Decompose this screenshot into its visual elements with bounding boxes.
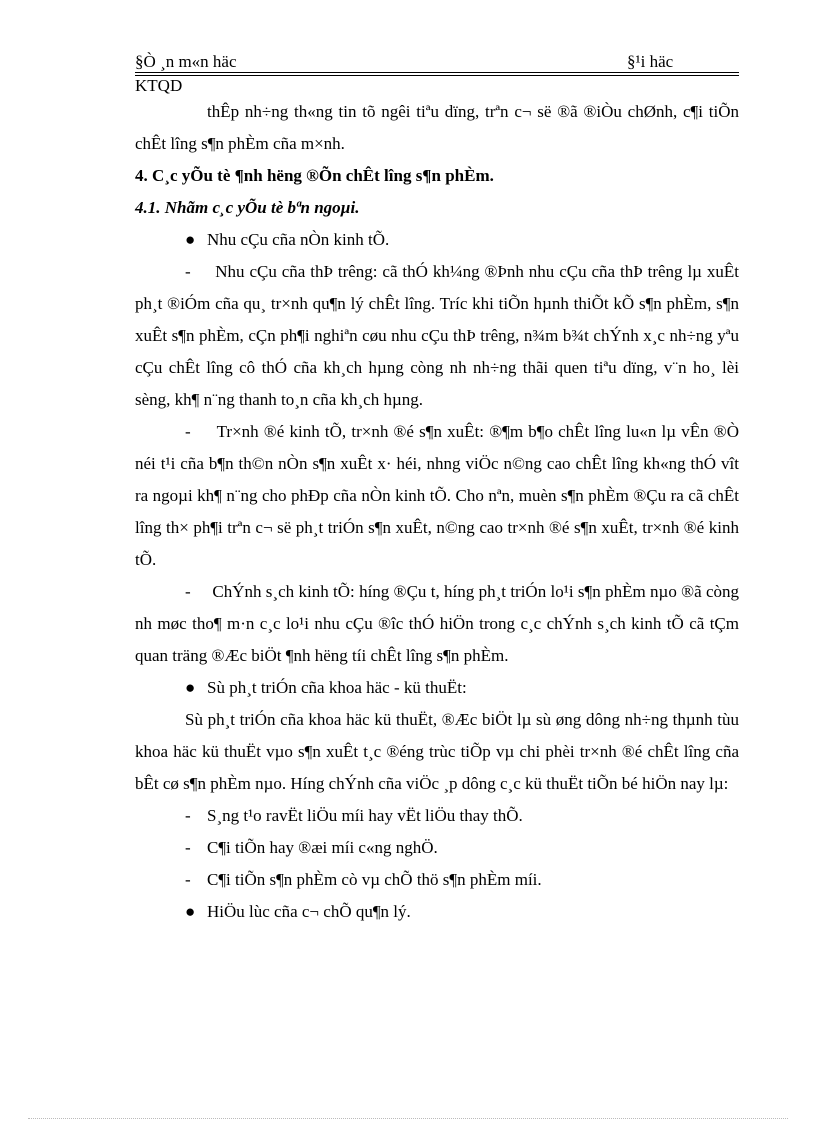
section-heading-4: 4. C¸c yÕu tè ¶nh hëng ®Õn chÊt lîng s¶n phÈm. xyxy=(135,166,494,185)
paragraph-text: ChÝnh s¸ch kinh tÕ: híng ®Çu t, híng ph¸t triÓn lo¹i s¶n phÈm nµo ®ã còng nh møc tho¶ m·n c¸c lo¹i nhu cÇu ®îc thÓ hiÖn trong c¸c chÝnh s¸ch kinh tÕ cã tÇm quan träng ®Æc biÖt ¶nh hëng tíi chÊt lîng s¶n phÈm. xyxy=(135,582,739,665)
bullet-item xyxy=(135,672,739,704)
bullet-text: HiÖu lùc cña c¬ chÕ qu¶n lý. xyxy=(207,902,411,921)
dash-text: C¶i tiÕn hay ®æi míi c«ng nghÖ. xyxy=(207,838,438,857)
bullet-text: Nhu cÇu cña nÒn kinh tÕ. xyxy=(207,230,390,249)
page-bottom-border xyxy=(28,1118,788,1119)
dash-marker: - xyxy=(185,582,191,601)
dash-marker: - xyxy=(185,422,191,441)
bullet-icon: ● xyxy=(185,678,196,697)
paragraph-market-demand xyxy=(135,256,739,416)
header-left-text: §Ò ¸n m«n häc xyxy=(135,52,237,71)
header-right-text: §¹i häc xyxy=(627,52,674,71)
dash-item xyxy=(135,800,739,832)
bullet-icon: ● xyxy=(185,230,196,249)
paragraph-economic-policy xyxy=(135,576,739,672)
dash-text: S¸ng t¹o ravËt liÖu míi hay vËt liÖu thay thÕ. xyxy=(207,806,523,825)
dash-marker: - xyxy=(185,262,191,281)
paragraph-science-tech: Sù ph¸t triÓn cña khoa häc kü thuËt, ®Æc biÖt lµ sù øng dông nh÷ng thµnh tùu khoa häc kü thuËt vµo s¶n xuÊt t¸c ®éng trùc tiÕp vµ chi phèi tr×nh ®é chÊt lîng cña bÊt cø s¶n phÈm nµo. Híng chÝnh cña viÖc ¸p dông c¸c kü thuËt tiÕn bé hiÖn nay lµ: xyxy=(135,710,739,793)
dash-marker: - xyxy=(185,806,191,825)
bullet-text: Sù ph¸t triÓn cña khoa häc - kü thuËt: xyxy=(207,678,467,697)
paragraph-economic-level xyxy=(135,416,739,576)
paragraph-text: Nhu cÇu cña thÞ trêng: cã thÓ kh¼ng ®Þnh nhu cÇu cña thÞ trêng lµ xuÊt ph¸t ®iÓm cña qu¸ tr×nh qu¶n lý chÊt lîng. Tríc khi tiÕn hµnh thiÕt kÕ s¶n phÈm, s¶n xuÊt s¶n phÈm, cÇn ph¶i nghiªn cøu nhu cÇu thÞ trêng, n¾m b¾t chÝnh x¸c nh÷ng yªu cÇu chÊt lîng cô thÓ cña kh¸ch hµng còng nh nh÷ng thãi quen tiªu dïng, v¨n ho¸ lèi sèng, kh¶ n¨ng thanh to¸n cña kh¸ch hµng. xyxy=(135,262,739,409)
header-rule-bottom xyxy=(135,75,739,76)
intro-paragraph: thÊp nh÷ng th«ng tin tõ ngêi tiªu dïng, trªn c¬ së ®ã ®iÒu chØnh, c¶i tiÕn chÊt lîng s¶n phÈm cña m×nh. xyxy=(135,102,739,153)
header-sub-text: KTQD xyxy=(135,76,183,95)
bullet-item xyxy=(135,224,739,256)
section-heading-4-1: 4.1. Nhãm c¸c yÕu tè bªn ngoµi. xyxy=(135,198,360,217)
dash-marker: - xyxy=(185,870,191,889)
dash-text: C¶i tiÕn s¶n phÈm cò vµ chÕ thö s¶n phÈm míi. xyxy=(207,870,542,889)
header-rule-top xyxy=(135,72,739,73)
page-header xyxy=(135,52,739,74)
paragraph-text: Tr×nh ®é kinh tÕ, tr×nh ®é s¶n xuÊt: ®¶m b¶o chÊt lîng lu«n lµ vÊn ®Ò néi t¹i cña b¶n th©n nÒn s¶n xuÊt x· héi, nhng viÖc n©ng cao chÊt lîng kh«ng thÓ vît ra ngoµi kh¶ n¨ng cho phÐp cña nÒn kinh tÕ. Cho nªn, muèn s¶n phÈm ®Çu ra cã chÊt lîng th× ph¶i trªn c¬ së ph¸t triÓn s¶n xuÊt, n©ng cao tr×nh ®é s¶n xuÊt, tr×nh ®é kinh tÕ. xyxy=(135,422,739,569)
document-body xyxy=(135,96,739,928)
dash-item xyxy=(135,832,739,864)
dash-marker: - xyxy=(185,838,191,857)
dash-item xyxy=(135,864,739,896)
bullet-item xyxy=(135,896,739,928)
bullet-icon: ● xyxy=(185,902,196,921)
